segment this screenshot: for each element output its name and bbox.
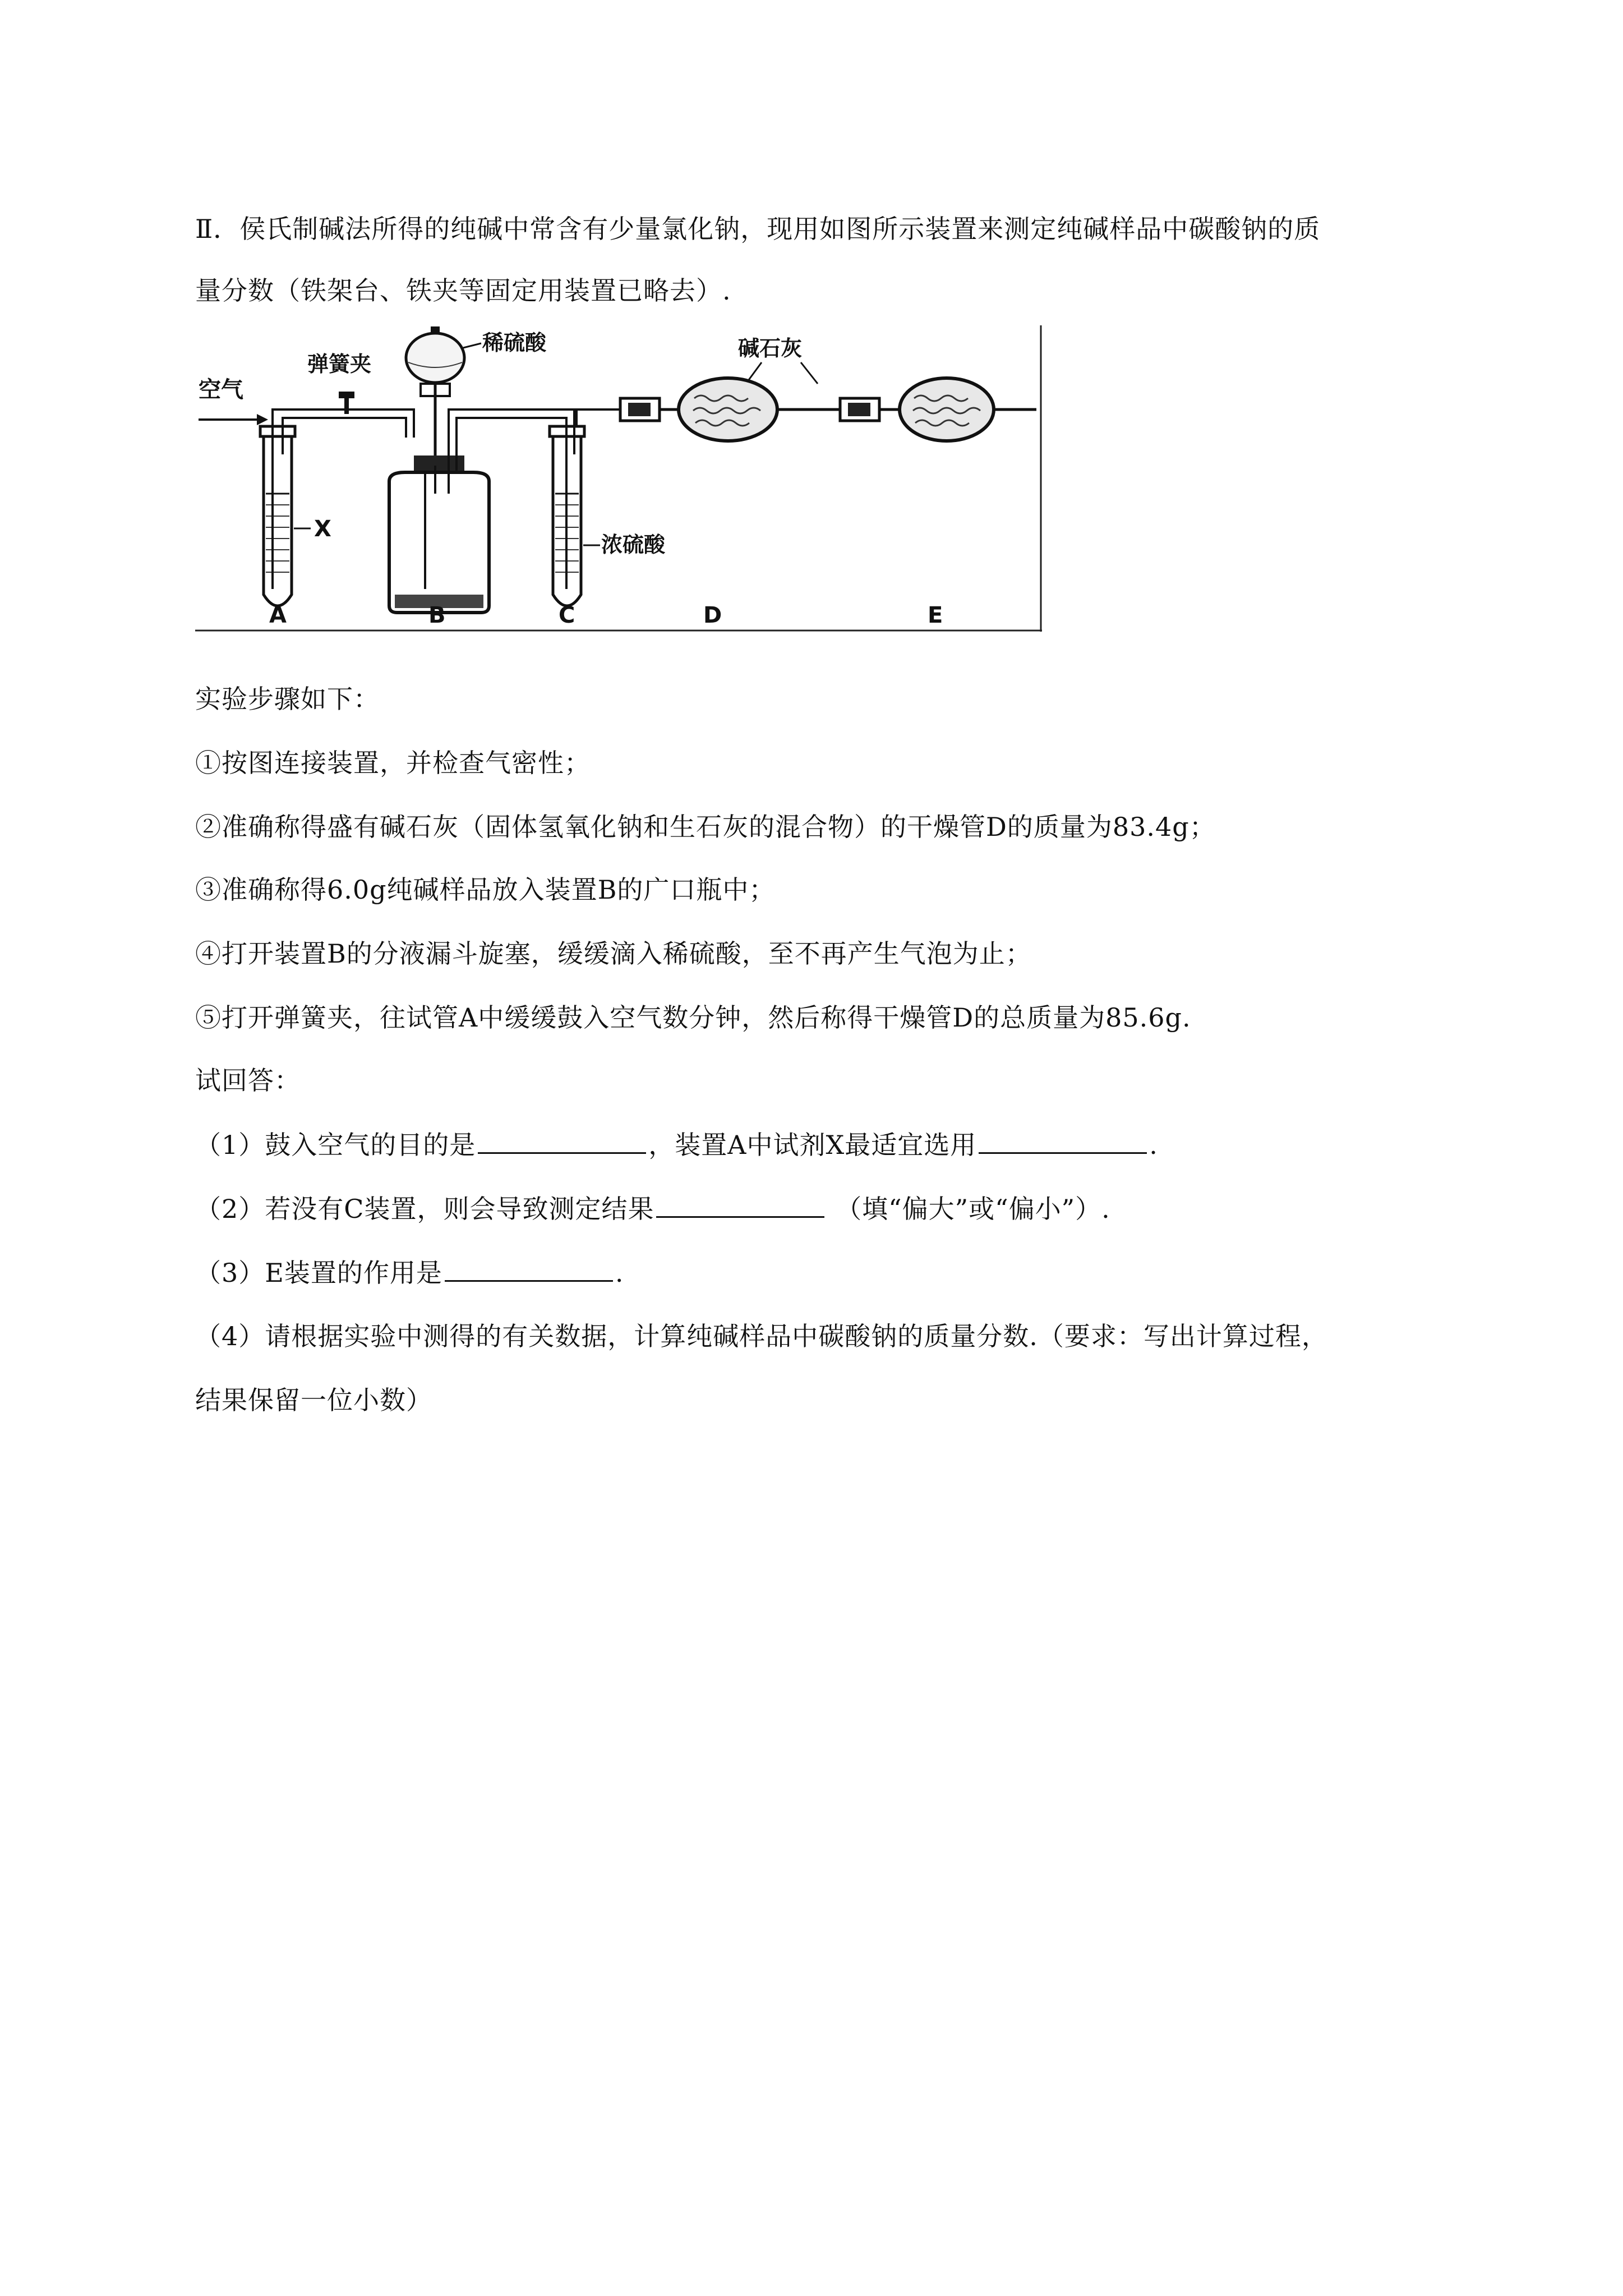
question-2 — [195, 1191, 1110, 1226]
apparatus-figure — [195, 325, 1042, 632]
question-1-text-c: . — [1149, 1130, 1158, 1160]
answer-blank-3[interactable] — [445, 1255, 613, 1282]
test-tube-a — [260, 409, 335, 606]
soda-lime-label: 碱石灰 — [738, 336, 803, 361]
intro-line-1: Ⅱ．侯氏制碱法所得的纯碱中常含有少量氯化钠，现用如图所示装置来测定纯碱样品中碳酸钠的质 — [195, 214, 1321, 244]
question-3-text-b: . — [615, 1258, 624, 1288]
question-3 — [195, 1255, 624, 1290]
question-1-text-b: ，装置A中试剂X最适宜选用 — [648, 1130, 977, 1160]
test-tube-c — [550, 409, 633, 606]
question-1 — [195, 1128, 1158, 1162]
label-a: A — [269, 602, 287, 628]
label-b: B — [428, 602, 446, 628]
question-1-text-a: （1）鼓入空气的目的是 — [195, 1130, 476, 1160]
step-1: ①按图连接装置，并检查气密性； — [195, 748, 591, 778]
question-2-text-b: （填“偏大”或“偏小”）. — [836, 1194, 1110, 1224]
answer-blank-1b[interactable] — [979, 1128, 1147, 1154]
step-3: ③准确称得6.0g纯碱样品放入装置B的广口瓶中； — [195, 875, 776, 905]
step-5: ⑤打开弹簧夹，往试管A中缓缓鼓入空气数分钟，然后称得干燥管D的总质量为85.6g. — [195, 1002, 1191, 1033]
questions-heading: 试回答： — [195, 1065, 301, 1096]
question-4-line-2: 结果保留一位小数） — [195, 1385, 432, 1415]
bottle-b — [389, 421, 489, 613]
conc-acid-label: 浓硫酸 — [601, 532, 666, 557]
label-c: C — [559, 602, 575, 628]
step-4: ④打开装置B的分液漏斗旋塞，缓缓滴入稀硫酸，至不再产生气泡为止； — [195, 938, 1032, 969]
reagent-x-label: X — [314, 516, 331, 542]
intro-line-2: 量分数（铁架台、铁夹等固定用装置已略去）. — [195, 275, 731, 306]
label-d: D — [703, 602, 722, 628]
answer-blank-1a[interactable] — [478, 1128, 646, 1154]
drying-tube-d — [620, 378, 840, 441]
answer-blank-2[interactable] — [656, 1191, 824, 1218]
air-label: 空气 — [199, 377, 243, 403]
steps-heading: 实验步骤如下： — [195, 684, 380, 714]
drying-tube-e — [840, 378, 1036, 441]
question-2-text-a: （2）若没有C装置，则会导致测定结果 — [195, 1194, 654, 1224]
dilute-acid-label: 稀硫酸 — [482, 330, 547, 355]
question-4-line-1: （4）请根据实验中测得的有关数据，计算纯碱样品中碳酸钠的质量分数.（要求：写出计算过程， — [195, 1321, 1328, 1351]
question-3-text-a: （3）E装置的作用是 — [195, 1258, 442, 1288]
label-e: E — [928, 602, 943, 628]
step-2: ②准确称得盛有碱石灰（固体氢氧化钠和生石灰的混合物）的干燥管D的质量为83.4g； — [195, 812, 1216, 842]
spring-clip-label: 弹簧夹 — [307, 352, 372, 376]
